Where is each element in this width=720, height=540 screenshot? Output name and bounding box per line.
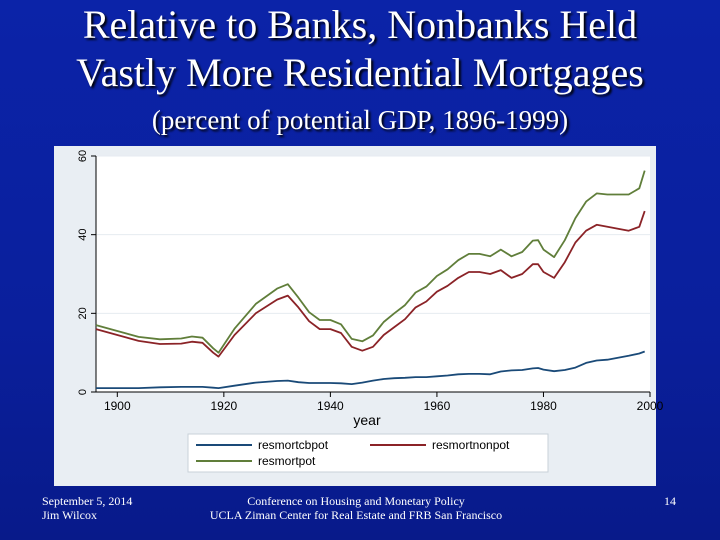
legend-label-resmortcbpot: resmortcbpot xyxy=(258,438,329,452)
footer-author: Jim Wilcox xyxy=(42,508,97,522)
x-tick-label: 1980 xyxy=(530,399,557,413)
footer-date: September 5, 2014 xyxy=(42,494,133,508)
legend xyxy=(188,434,548,472)
x-axis-label: year xyxy=(353,412,381,428)
slide-title-line2: Vastly More Residential Mortgages xyxy=(76,50,644,95)
footer-conference: Conference on Housing and Monetary Policy xyxy=(247,494,465,508)
chart-panel xyxy=(54,146,664,486)
slide-subtitle: (percent of potential GDP, 1896-1999) xyxy=(151,105,569,135)
footer-left xyxy=(42,494,132,522)
plot-area xyxy=(96,156,650,392)
x-tick-label: 1900 xyxy=(103,399,131,413)
page-number: 14 xyxy=(664,494,676,508)
slide-title-line1: Relative to Banks, Nonbanks Held xyxy=(82,2,638,47)
footer-venue: UCLA Ziman Center for Real Estate and FRB San Francisco xyxy=(209,508,503,522)
x-tick-label: 1940 xyxy=(317,399,344,413)
legend-label-resmortpot: resmortpot xyxy=(258,454,316,468)
footer-center xyxy=(196,494,516,522)
y-tick-label: 40 xyxy=(77,228,89,241)
x-tick-label: 1960 xyxy=(423,399,451,413)
y-tick-label: 0 xyxy=(77,388,89,396)
y-tick-label: 20 xyxy=(77,307,89,320)
y-tick-label: 60 xyxy=(77,149,89,163)
legend-label-resmortnonpot: resmortnonpot xyxy=(432,438,510,452)
x-tick-label: 2000 xyxy=(636,399,664,413)
x-tick-label: 1920 xyxy=(210,399,238,413)
line-chart xyxy=(54,146,664,486)
